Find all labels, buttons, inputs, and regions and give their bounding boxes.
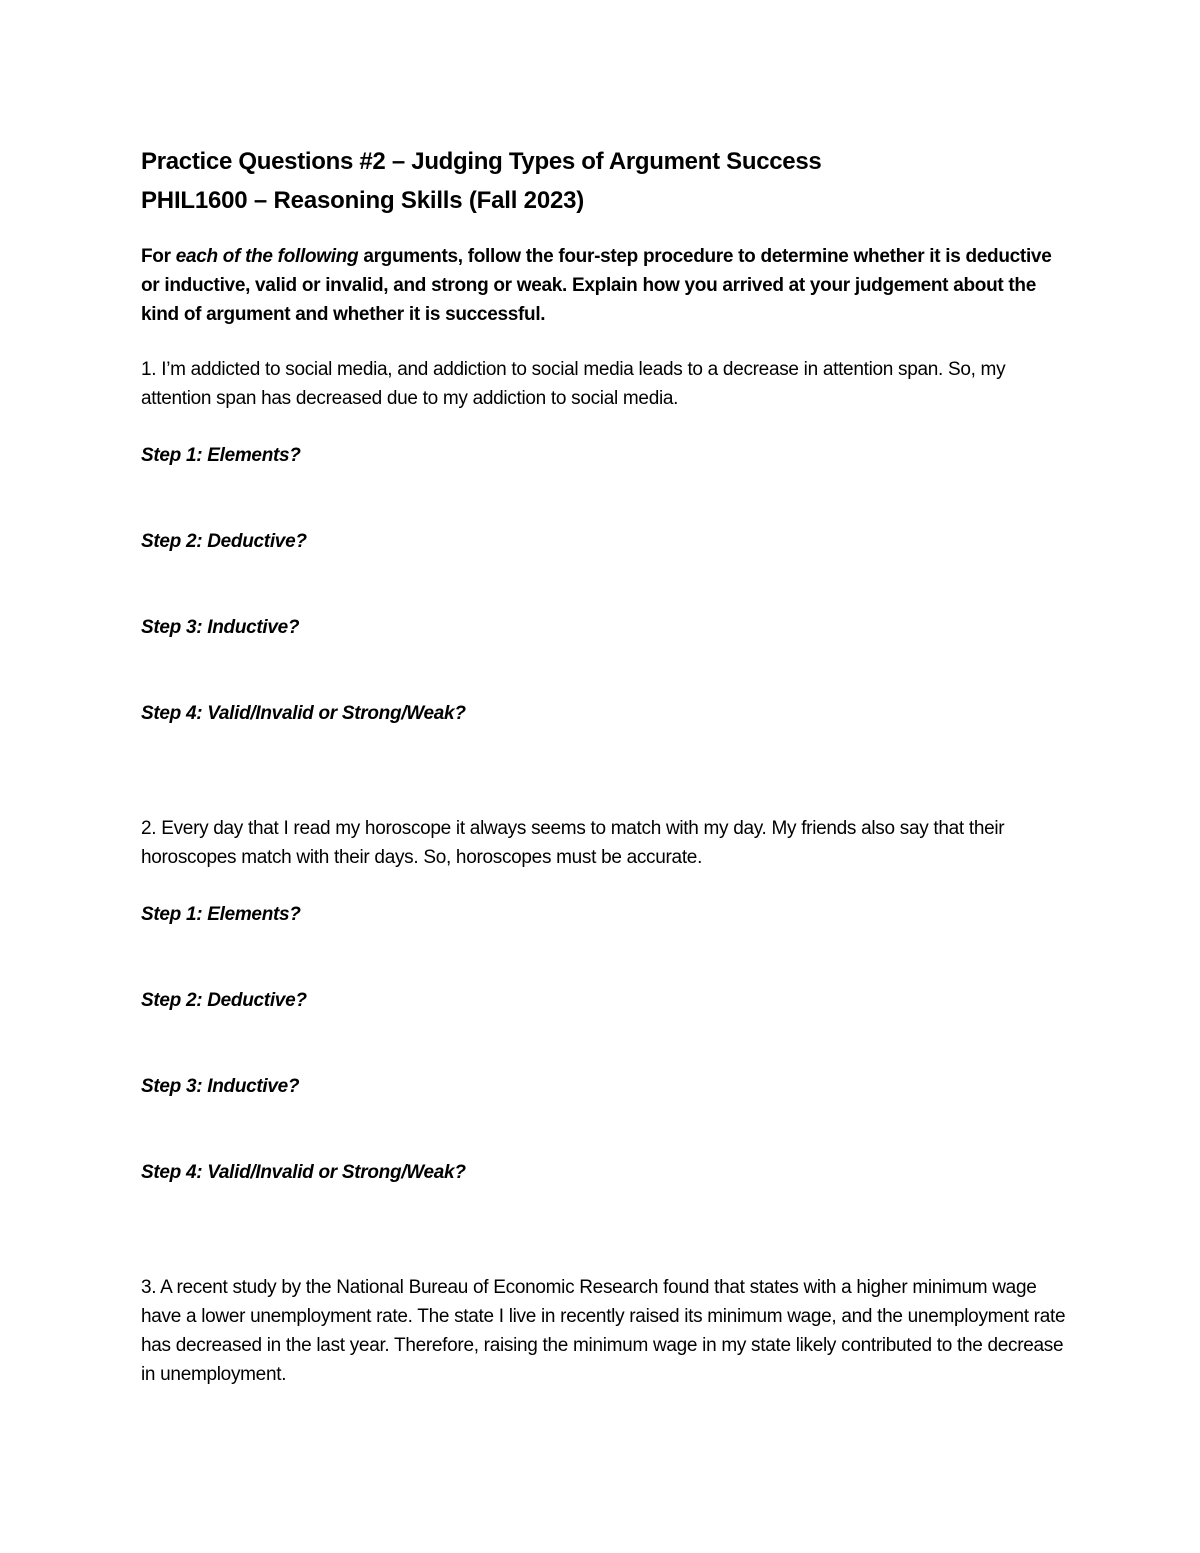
document-title: Practice Questions #2 – Judging Types of Argument Success	[141, 148, 822, 175]
instructions-prefix: For	[141, 246, 176, 267]
question-2-step-1: Step 1: Elements?	[141, 904, 301, 925]
instructions-suffix: arguments, follow the four-step procedure to determine whether it is deductive or inductive, valid or invalid, and strong or weak. Explain how you arrived at your judgement about the kind of argument and whether it is successful.	[141, 246, 1052, 325]
question-1-step-3: Step 3: Inductive?	[141, 617, 300, 638]
question-2-text: 2. Every day that I read my horoscope it always seems to match with my day. My friends also say that their horoscopes match with their days. So, horoscopes must be accurate.	[141, 818, 1005, 868]
instructions-emphasis: each of the following	[175, 246, 359, 267]
document-subtitle: PHIL1600 – Reasoning Skills (Fall 2023)	[141, 187, 585, 214]
question-2-step-4: Step 4: Valid/Invalid or Strong/Weak?	[141, 1162, 466, 1183]
question-1-text: 1. I’m addicted to social media, and addiction to social media leads to a decrease in attention span. So, my attention span has decreased due to my addiction to social media.	[141, 359, 1006, 409]
instructions	[141, 242, 1071, 329]
question-3-text: 3. A recent study by the National Bureau of Economic Research found that states with a higher minimum wage have a lower unemployment rate. The state I live in recently raised its minimum wage, and the unemployment rate has decreased in the last year. Therefore, raising the minimum wage in my state likely contributed to the decrease in unemployment.	[141, 1277, 1066, 1385]
document-page	[141, 142, 1071, 1389]
question-1-step-1: Step 1: Elements?	[141, 445, 301, 466]
question-2-step-2: Step 2: Deductive?	[141, 990, 307, 1011]
question-1-step-4: Step 4: Valid/Invalid or Strong/Weak?	[141, 703, 466, 724]
question-2-step-3: Step 3: Inductive?	[141, 1076, 300, 1097]
question-1-step-2: Step 2: Deductive?	[141, 531, 307, 552]
